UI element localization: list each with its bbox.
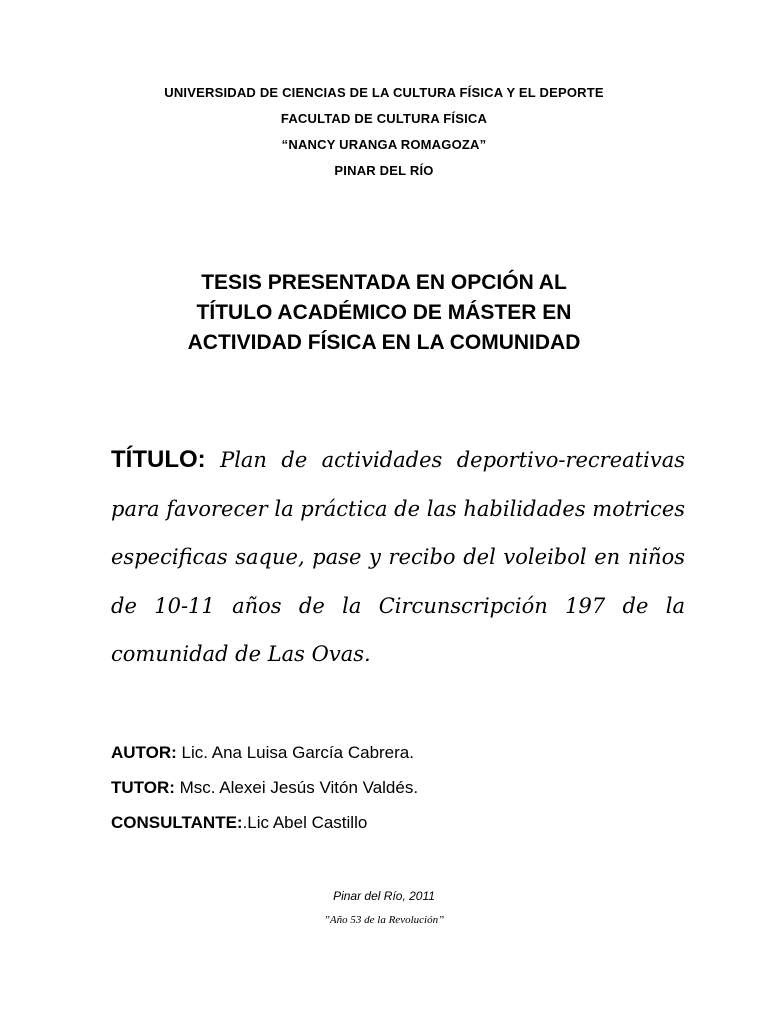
author-line <box>111 743 711 763</box>
title-label: TÍTULO: <box>111 446 206 473</box>
consultant-value: .Lic Abel Castillo <box>242 813 368 832</box>
thesis-heading-line: ACTIVIDAD FÍSICA EN LA COMUNIDAD <box>187 331 581 354</box>
university-name: UNIVERSIDAD DE CIENCIAS DE LA CULTURA FÍSICA Y EL DEPORTE <box>164 85 604 100</box>
author-value: Lic. Ana Luisa García Cabrera. <box>176 743 414 762</box>
consultant-label: CONSULTANTE: <box>111 813 243 832</box>
thesis-title <box>111 436 685 679</box>
title-line-1 <box>111 436 685 485</box>
title-line-2: para favorecer la práctica de las habilidades motrices <box>111 496 686 521</box>
title-text: Plan de actividades deportivo-recreativas <box>220 448 685 472</box>
title-line-4: de 10-11 años de la Circunscripción 197 de la <box>111 593 685 618</box>
tutor-label: TUTOR: <box>111 778 175 797</box>
author-label: AUTOR: <box>111 743 177 762</box>
place-date: Pinar del Río, 2011 <box>333 889 435 903</box>
title-line-5: comunidad de Las Ovas. <box>111 642 371 666</box>
faculty-honoree: “NANCY URANGA ROMAGOZA” <box>281 137 487 152</box>
consultant-line <box>111 813 711 833</box>
motto: ”Año 53 de la Revolución” <box>323 914 445 926</box>
thesis-heading <box>0 268 768 358</box>
thesis-heading-line: TÍTULO ACADÉMICO DE MÁSTER EN <box>196 301 572 324</box>
tutor-value: Msc. Alexei Jesús Vitón Valdés. <box>174 778 419 797</box>
faculty-name: FACULTAD DE CULTURA FÍSICA <box>280 111 488 126</box>
thesis-heading-line: TESIS PRESENTADA EN OPCIÓN AL <box>201 271 567 294</box>
tutor-line <box>111 778 711 798</box>
city-name: PINAR DEL RÍO <box>334 163 434 178</box>
title-line-3: especificas saque, pase y recibo del voleibol en niños <box>111 545 685 569</box>
